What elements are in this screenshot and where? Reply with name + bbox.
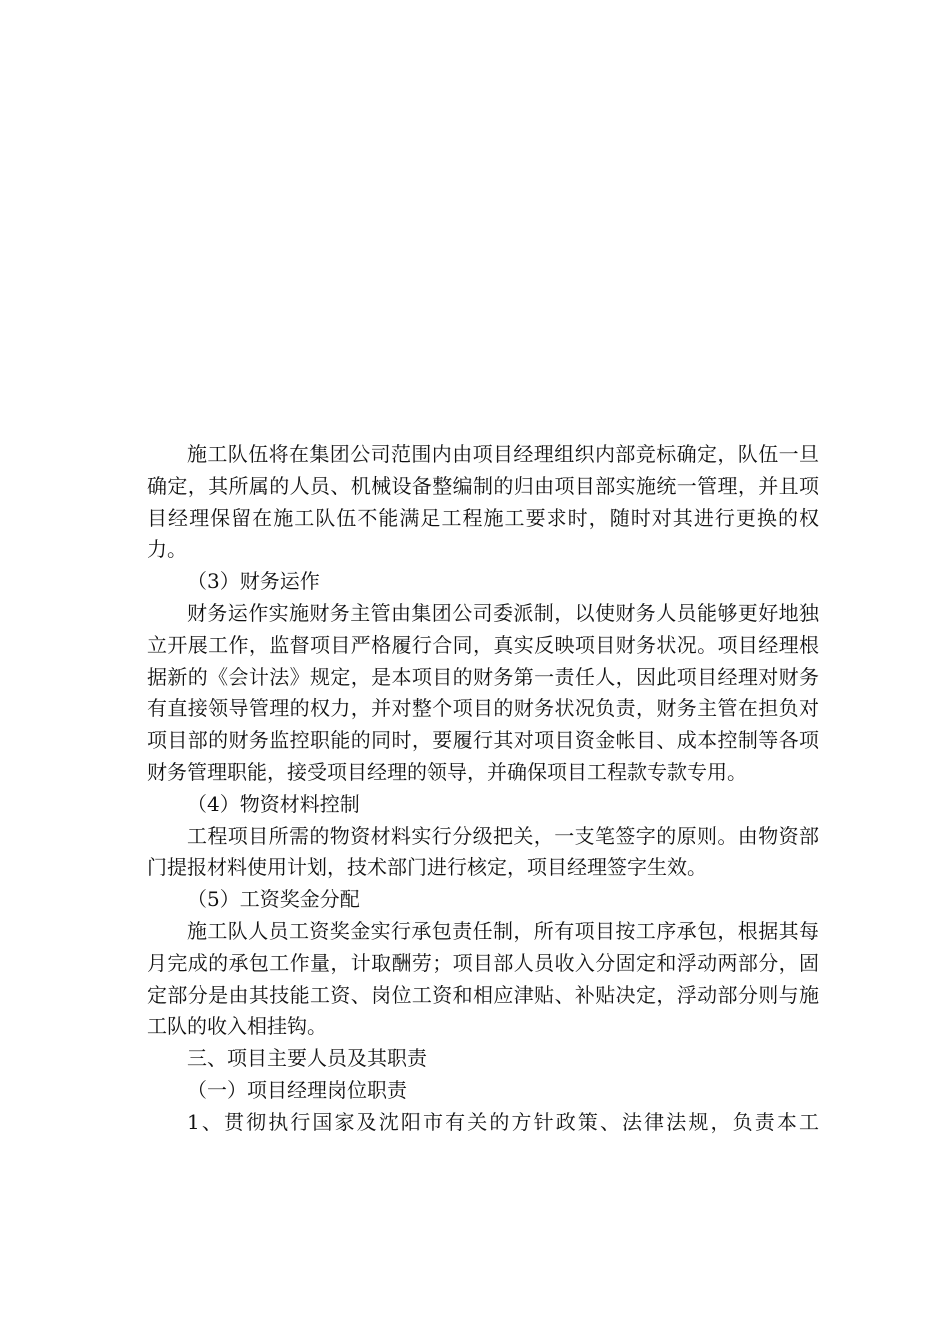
document-body bbox=[147, 439, 819, 1139]
paragraph-team-selection: 施工队伍将在集团公司范围内由项目经理组织内部竞标确定，队伍一旦确定，其所属的人员、机械设备整编制的归由项目部实施统一管理，并且项目经理保留在施工队伍不能满足工程施工要求时，随时对其进行更换的权力。 bbox=[147, 442, 819, 562]
heading-material-control: （4）物资材料控制 bbox=[187, 791, 360, 816]
heading-wage-bonus: （5）工资奖金分配 bbox=[187, 887, 360, 912]
paragraph-pm-duty-1: 1、贯彻执行国家及沈阳市有关的方针政策、法律法规，负责本工 bbox=[187, 1109, 819, 1134]
subsection-heading-pm-duties: （一）项目经理岗位职责 bbox=[187, 1077, 407, 1102]
heading-finance-operation: （3）财务运作 bbox=[187, 569, 320, 594]
paragraph-material-control: 工程项目所需的物资材料实行分级把关，一支笔签字的原则。由物资部门提报材料使用计划，技术部门进行核定，项目经理签字生效。 bbox=[147, 823, 819, 880]
section-heading-key-personnel: 三、项目主要人员及其职责 bbox=[187, 1046, 427, 1071]
paragraph-finance-operation: 财务运作实施财务主管由集团公司委派制，以使财务人员能够更好地独立开展工作，监督项目严格履行合同，真实反映项目财务状况。项目经理根据新的《会计法》规定，是本项目的财务第一责任人，因此项目经理对财务有直接领导管理的权力，并对整个项目的财务状况负责，财务主管在担负对项目部的财务监控职能的同时，要履行其对项目资金帐目、成本控制等各项财务管理职能，接受项目经理的领导，并确保项目工程款专款专用。 bbox=[147, 600, 819, 784]
paragraph-wage-bonus: 施工队人员工资奖金实行承包责任制，所有项目按工序承包，根据其每月完成的承包工作量，计取酬劳；项目部人员收入分固定和浮动两部分，固定部分是由其技能工资、岗位工资和相应津贴、补贴决定，浮动部分则与施工队的收入相挂钩。 bbox=[147, 918, 819, 1039]
